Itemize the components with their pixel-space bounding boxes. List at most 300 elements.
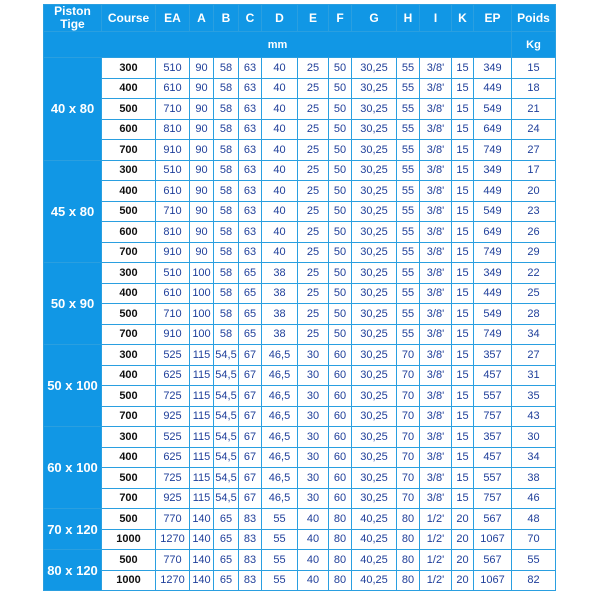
table-row (44, 570, 556, 591)
value-cell: 63 (239, 99, 262, 120)
value-cell: 40,25 (352, 529, 397, 550)
value-cell: 25 (298, 201, 329, 222)
value-cell: 31 (512, 365, 556, 386)
value-cell: 30,25 (352, 447, 397, 468)
value-cell: 83 (239, 550, 262, 571)
value-cell: 38 (262, 283, 298, 304)
value-cell: 70 (397, 386, 420, 407)
table-row (44, 119, 556, 140)
value-cell: 567 (474, 509, 512, 530)
value-cell: 30,25 (352, 468, 397, 489)
value-cell: 80 (329, 529, 352, 550)
value-cell: 457 (474, 447, 512, 468)
value-cell: 55 (397, 78, 420, 99)
value-cell: 349 (474, 58, 512, 79)
value-cell: 1/2' (420, 550, 452, 571)
header-ep: EP (474, 5, 512, 32)
value-cell: 63 (239, 222, 262, 243)
value-cell: 710 (156, 201, 190, 222)
value-cell: 70 (397, 447, 420, 468)
value-cell: 24 (512, 119, 556, 140)
value-cell: 40,25 (352, 550, 397, 571)
value-cell: 30,25 (352, 304, 397, 325)
value-cell: 70 (397, 365, 420, 386)
unit-mm: mm (44, 32, 512, 58)
value-cell: 3/8' (420, 304, 452, 325)
value-cell: 38 (262, 263, 298, 284)
course-cell: 1000 (102, 529, 156, 550)
course-cell: 300 (102, 263, 156, 284)
header-piston-tige: Piston Tige (44, 5, 102, 32)
value-cell: 60 (329, 427, 352, 448)
table-row (44, 263, 556, 284)
value-cell: 15 (452, 427, 474, 448)
value-cell: 40 (262, 242, 298, 263)
course-cell: 500 (102, 550, 156, 571)
table-row (44, 406, 556, 427)
value-cell: 25 (298, 263, 329, 284)
value-cell: 90 (190, 242, 214, 263)
value-cell: 25 (298, 99, 329, 120)
value-cell: 50 (329, 222, 352, 243)
value-cell: 82 (512, 570, 556, 591)
value-cell: 40 (262, 58, 298, 79)
value-cell: 80 (329, 550, 352, 571)
value-cell: 3/8' (420, 242, 452, 263)
value-cell: 90 (190, 222, 214, 243)
course-cell: 500 (102, 509, 156, 530)
value-cell: 140 (190, 570, 214, 591)
value-cell: 15 (452, 99, 474, 120)
table-row (44, 222, 556, 243)
value-cell: 20 (452, 529, 474, 550)
header-course: Course (102, 5, 156, 32)
piston-tige-cell: 80 x 120 (44, 550, 102, 591)
value-cell: 557 (474, 386, 512, 407)
value-cell: 40 (262, 119, 298, 140)
table-row (44, 447, 556, 468)
value-cell: 35 (512, 386, 556, 407)
table-row (44, 283, 556, 304)
value-cell: 115 (190, 386, 214, 407)
value-cell: 90 (190, 201, 214, 222)
value-cell: 725 (156, 468, 190, 489)
piston-tige-cell: 70 x 120 (44, 509, 102, 550)
value-cell: 55 (397, 140, 420, 161)
course-cell: 300 (102, 58, 156, 79)
value-cell: 58 (214, 140, 239, 161)
value-cell: 58 (214, 58, 239, 79)
value-cell: 54,5 (214, 468, 239, 489)
value-cell: 28 (512, 304, 556, 325)
value-cell: 80 (397, 509, 420, 530)
value-cell: 63 (239, 201, 262, 222)
value-cell: 63 (239, 119, 262, 140)
value-cell: 60 (329, 386, 352, 407)
value-cell: 26 (512, 222, 556, 243)
table-row (44, 427, 556, 448)
value-cell: 30,25 (352, 406, 397, 427)
course-cell: 300 (102, 160, 156, 181)
value-cell: 30,25 (352, 324, 397, 345)
table-row (44, 242, 556, 263)
course-cell: 700 (102, 488, 156, 509)
value-cell: 40 (262, 99, 298, 120)
value-cell: 55 (397, 181, 420, 202)
value-cell: 58 (214, 99, 239, 120)
course-cell: 700 (102, 324, 156, 345)
value-cell: 25 (298, 181, 329, 202)
value-cell: 1270 (156, 570, 190, 591)
table-row (44, 386, 556, 407)
value-cell: 70 (397, 427, 420, 448)
value-cell: 46,5 (262, 488, 298, 509)
value-cell: 55 (397, 201, 420, 222)
value-cell: 50 (329, 263, 352, 284)
value-cell: 3/8' (420, 406, 452, 427)
value-cell: 54,5 (214, 386, 239, 407)
value-cell: 67 (239, 447, 262, 468)
value-cell: 770 (156, 509, 190, 530)
value-cell: 3/8' (420, 447, 452, 468)
value-cell: 140 (190, 529, 214, 550)
header-poids: Poids (512, 5, 556, 32)
value-cell: 115 (190, 488, 214, 509)
spec-table-container (43, 4, 555, 596)
value-cell: 40 (298, 550, 329, 571)
value-cell: 54,5 (214, 406, 239, 427)
value-cell: 449 (474, 181, 512, 202)
value-cell: 90 (190, 78, 214, 99)
value-cell: 58 (214, 324, 239, 345)
value-cell: 15 (452, 304, 474, 325)
value-cell: 55 (397, 119, 420, 140)
course-cell: 600 (102, 222, 156, 243)
value-cell: 30,25 (352, 386, 397, 407)
value-cell: 449 (474, 78, 512, 99)
value-cell: 30,25 (352, 488, 397, 509)
value-cell: 80 (329, 570, 352, 591)
value-cell: 46,5 (262, 447, 298, 468)
header-c: C (239, 5, 262, 32)
value-cell: 15 (452, 406, 474, 427)
value-cell: 55 (397, 304, 420, 325)
value-cell: 3/8' (420, 58, 452, 79)
value-cell: 3/8' (420, 263, 452, 284)
value-cell: 25 (298, 304, 329, 325)
value-cell: 60 (329, 488, 352, 509)
value-cell: 40,25 (352, 509, 397, 530)
value-cell: 60 (329, 447, 352, 468)
value-cell: 38 (262, 324, 298, 345)
value-cell: 90 (190, 58, 214, 79)
value-cell: 25 (298, 119, 329, 140)
value-cell: 38 (262, 304, 298, 325)
value-cell: 757 (474, 406, 512, 427)
value-cell: 90 (190, 160, 214, 181)
value-cell: 30 (298, 447, 329, 468)
table-row (44, 468, 556, 489)
value-cell: 457 (474, 365, 512, 386)
value-cell: 54,5 (214, 345, 239, 366)
value-cell: 55 (512, 550, 556, 571)
value-cell: 58 (214, 78, 239, 99)
value-cell: 40 (298, 509, 329, 530)
header-k: K (452, 5, 474, 32)
value-cell: 54,5 (214, 427, 239, 448)
value-cell: 549 (474, 99, 512, 120)
value-cell: 60 (329, 468, 352, 489)
value-cell: 40 (298, 570, 329, 591)
value-cell: 67 (239, 468, 262, 489)
value-cell: 30 (512, 427, 556, 448)
value-cell: 30,25 (352, 242, 397, 263)
value-cell: 65 (214, 570, 239, 591)
value-cell: 30,25 (352, 365, 397, 386)
value-cell: 70 (397, 468, 420, 489)
value-cell: 30,25 (352, 201, 397, 222)
value-cell: 50 (329, 304, 352, 325)
header-a: A (190, 5, 214, 32)
value-cell: 3/8' (420, 468, 452, 489)
value-cell: 46,5 (262, 406, 298, 427)
value-cell: 15 (452, 447, 474, 468)
value-cell: 67 (239, 365, 262, 386)
value-cell: 50 (329, 78, 352, 99)
value-cell: 749 (474, 324, 512, 345)
value-cell: 15 (452, 160, 474, 181)
value-cell: 54,5 (214, 447, 239, 468)
value-cell: 55 (262, 550, 298, 571)
value-cell: 54,5 (214, 488, 239, 509)
value-cell: 67 (239, 345, 262, 366)
value-cell: 48 (512, 509, 556, 530)
value-cell: 910 (156, 324, 190, 345)
value-cell: 58 (214, 283, 239, 304)
value-cell: 649 (474, 222, 512, 243)
course-cell: 400 (102, 283, 156, 304)
value-cell: 40 (262, 140, 298, 161)
value-cell: 15 (452, 386, 474, 407)
value-cell: 25 (298, 78, 329, 99)
value-cell: 67 (239, 386, 262, 407)
value-cell: 80 (397, 550, 420, 571)
value-cell: 25 (512, 283, 556, 304)
value-cell: 40 (262, 222, 298, 243)
value-cell: 3/8' (420, 140, 452, 161)
value-cell: 67 (239, 427, 262, 448)
table-row (44, 365, 556, 386)
value-cell: 70 (397, 406, 420, 427)
value-cell: 25 (298, 160, 329, 181)
value-cell: 30,25 (352, 283, 397, 304)
value-cell: 725 (156, 386, 190, 407)
value-cell: 60 (329, 345, 352, 366)
value-cell: 80 (397, 570, 420, 591)
value-cell: 55 (397, 58, 420, 79)
value-cell: 20 (512, 181, 556, 202)
value-cell: 140 (190, 509, 214, 530)
value-cell: 46,5 (262, 345, 298, 366)
value-cell: 510 (156, 160, 190, 181)
value-cell: 18 (512, 78, 556, 99)
value-cell: 46,5 (262, 386, 298, 407)
value-cell: 30,25 (352, 160, 397, 181)
spec-table-body (44, 58, 556, 591)
value-cell: 50 (329, 324, 352, 345)
table-row (44, 201, 556, 222)
value-cell: 1/2' (420, 529, 452, 550)
value-cell: 83 (239, 570, 262, 591)
course-cell: 1000 (102, 570, 156, 591)
value-cell: 3/8' (420, 345, 452, 366)
course-cell: 700 (102, 406, 156, 427)
value-cell: 30,25 (352, 263, 397, 284)
value-cell: 749 (474, 140, 512, 161)
value-cell: 525 (156, 427, 190, 448)
value-cell: 3/8' (420, 324, 452, 345)
value-cell: 15 (452, 324, 474, 345)
course-cell: 400 (102, 365, 156, 386)
value-cell: 30 (298, 386, 329, 407)
value-cell: 15 (452, 345, 474, 366)
value-cell: 449 (474, 283, 512, 304)
value-cell: 63 (239, 58, 262, 79)
value-cell: 3/8' (420, 78, 452, 99)
value-cell: 140 (190, 550, 214, 571)
value-cell: 20 (452, 570, 474, 591)
value-cell: 100 (190, 324, 214, 345)
value-cell: 925 (156, 406, 190, 427)
value-cell: 20 (452, 550, 474, 571)
value-cell: 115 (190, 427, 214, 448)
value-cell: 30 (298, 365, 329, 386)
value-cell: 610 (156, 283, 190, 304)
value-cell: 15 (452, 140, 474, 161)
value-cell: 58 (214, 160, 239, 181)
value-cell: 40 (262, 160, 298, 181)
value-cell: 27 (512, 140, 556, 161)
value-cell: 910 (156, 140, 190, 161)
value-cell: 63 (239, 78, 262, 99)
value-cell: 910 (156, 242, 190, 263)
course-cell: 400 (102, 447, 156, 468)
value-cell: 3/8' (420, 181, 452, 202)
piston-tige-cell: 50 x 100 (44, 345, 102, 427)
value-cell: 46,5 (262, 365, 298, 386)
course-cell: 500 (102, 201, 156, 222)
value-cell: 557 (474, 468, 512, 489)
value-cell: 29 (512, 242, 556, 263)
value-cell: 610 (156, 78, 190, 99)
value-cell: 34 (512, 447, 556, 468)
value-cell: 43 (512, 406, 556, 427)
value-cell: 357 (474, 345, 512, 366)
value-cell: 710 (156, 304, 190, 325)
value-cell: 525 (156, 345, 190, 366)
value-cell: 40 (262, 78, 298, 99)
value-cell: 749 (474, 242, 512, 263)
value-cell: 90 (190, 99, 214, 120)
value-cell: 30 (298, 468, 329, 489)
value-cell: 50 (329, 58, 352, 79)
value-cell: 70 (397, 488, 420, 509)
value-cell: 67 (239, 488, 262, 509)
header-f: F (329, 5, 352, 32)
value-cell: 15 (452, 119, 474, 140)
unit-row (44, 32, 556, 58)
unit-kg: Kg (512, 32, 556, 58)
course-cell: 500 (102, 99, 156, 120)
header-h: H (397, 5, 420, 32)
value-cell: 55 (397, 263, 420, 284)
value-cell: 17 (512, 160, 556, 181)
value-cell: 40 (298, 529, 329, 550)
value-cell: 83 (239, 529, 262, 550)
header-i: I (420, 5, 452, 32)
value-cell: 349 (474, 263, 512, 284)
value-cell: 50 (329, 283, 352, 304)
value-cell: 25 (298, 222, 329, 243)
value-cell: 40,25 (352, 570, 397, 591)
value-cell: 65 (214, 509, 239, 530)
value-cell: 34 (512, 324, 556, 345)
value-cell: 1067 (474, 570, 512, 591)
header-g: G (352, 5, 397, 32)
table-row (44, 99, 556, 120)
table-row (44, 140, 556, 161)
value-cell: 55 (397, 99, 420, 120)
value-cell: 55 (397, 242, 420, 263)
course-cell: 500 (102, 386, 156, 407)
course-cell: 300 (102, 427, 156, 448)
value-cell: 90 (190, 140, 214, 161)
value-cell: 46,5 (262, 427, 298, 448)
table-row (44, 509, 556, 530)
value-cell: 100 (190, 283, 214, 304)
table-row (44, 324, 556, 345)
value-cell: 15 (452, 468, 474, 489)
value-cell: 15 (452, 263, 474, 284)
value-cell: 3/8' (420, 386, 452, 407)
value-cell: 70 (397, 345, 420, 366)
value-cell: 27 (512, 345, 556, 366)
value-cell: 30 (298, 406, 329, 427)
value-cell: 3/8' (420, 365, 452, 386)
value-cell: 100 (190, 263, 214, 284)
value-cell: 50 (329, 201, 352, 222)
value-cell: 15 (452, 283, 474, 304)
value-cell: 67 (239, 406, 262, 427)
value-cell: 63 (239, 242, 262, 263)
value-cell: 63 (239, 160, 262, 181)
value-cell: 60 (329, 406, 352, 427)
value-cell: 30,25 (352, 119, 397, 140)
value-cell: 55 (397, 324, 420, 345)
value-cell: 22 (512, 263, 556, 284)
piston-tige-cell: 45 x 80 (44, 160, 102, 263)
value-cell: 357 (474, 427, 512, 448)
value-cell: 50 (329, 140, 352, 161)
piston-tige-cell: 40 x 80 (44, 58, 102, 161)
value-cell: 15 (452, 242, 474, 263)
header-row (44, 5, 556, 32)
value-cell: 58 (214, 242, 239, 263)
value-cell: 40 (262, 201, 298, 222)
value-cell: 55 (397, 160, 420, 181)
value-cell: 115 (190, 468, 214, 489)
value-cell: 30 (298, 345, 329, 366)
